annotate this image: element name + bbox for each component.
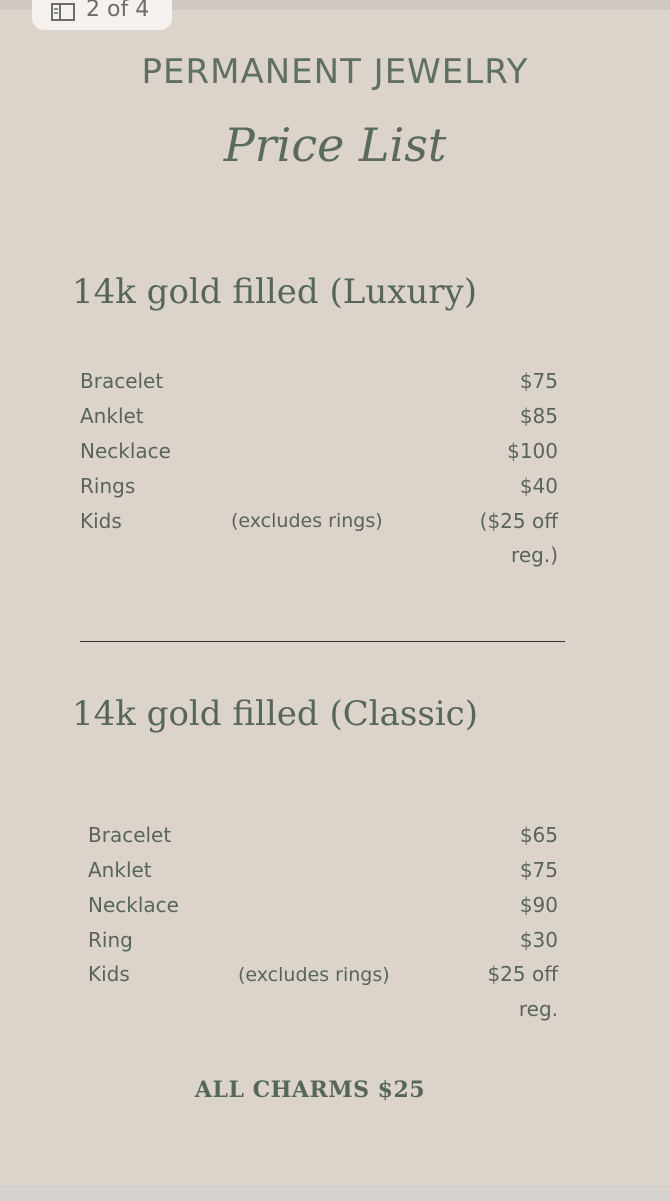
item-price: $85 bbox=[519, 404, 558, 428]
viewer-bottom-bar bbox=[0, 1186, 670, 1201]
item-price-continued: reg.) bbox=[511, 543, 558, 567]
book-icon bbox=[50, 2, 76, 22]
item-price: $90 bbox=[519, 893, 558, 917]
item-name: Bracelet bbox=[80, 369, 164, 393]
page-indicator-label: 2 of 4 bbox=[86, 0, 150, 22]
item-name: Necklace bbox=[80, 439, 171, 463]
section-divider bbox=[80, 641, 565, 642]
price-row-kids bbox=[80, 509, 558, 569]
item-name: Necklace bbox=[88, 893, 179, 917]
price-row-kids bbox=[88, 962, 558, 1022]
item-name: Kids bbox=[80, 509, 122, 533]
item-note: (excludes rings) bbox=[238, 964, 390, 986]
item-name: Ring bbox=[88, 928, 133, 952]
item-name: Anklet bbox=[80, 404, 144, 428]
item-price: $100 bbox=[507, 439, 558, 463]
item-price: ($25 off bbox=[479, 509, 558, 533]
page-title: PERMANENT JEWELRY bbox=[141, 52, 529, 92]
item-price: $65 bbox=[519, 823, 558, 847]
item-price: $25 off bbox=[487, 962, 558, 986]
item-name: Bracelet bbox=[88, 823, 172, 847]
section-title-luxury: 14k gold filled (Luxury) bbox=[72, 272, 478, 312]
item-note: (excludes rings) bbox=[231, 510, 383, 532]
item-price: $75 bbox=[519, 369, 558, 393]
price-list-heading: Price List bbox=[223, 118, 447, 172]
item-name: Kids bbox=[88, 962, 130, 986]
section-title-classic: 14k gold filled (Classic) bbox=[72, 694, 478, 734]
charms-note: ALL CHARMS $25 bbox=[194, 1077, 426, 1103]
page-indicator bbox=[32, 0, 172, 30]
item-price: $30 bbox=[519, 928, 558, 952]
item-name: Rings bbox=[80, 474, 136, 498]
item-price: $40 bbox=[519, 474, 558, 498]
item-price: $75 bbox=[519, 858, 558, 882]
item-name: Anklet bbox=[88, 858, 152, 882]
item-price-continued: reg. bbox=[518, 997, 558, 1021]
